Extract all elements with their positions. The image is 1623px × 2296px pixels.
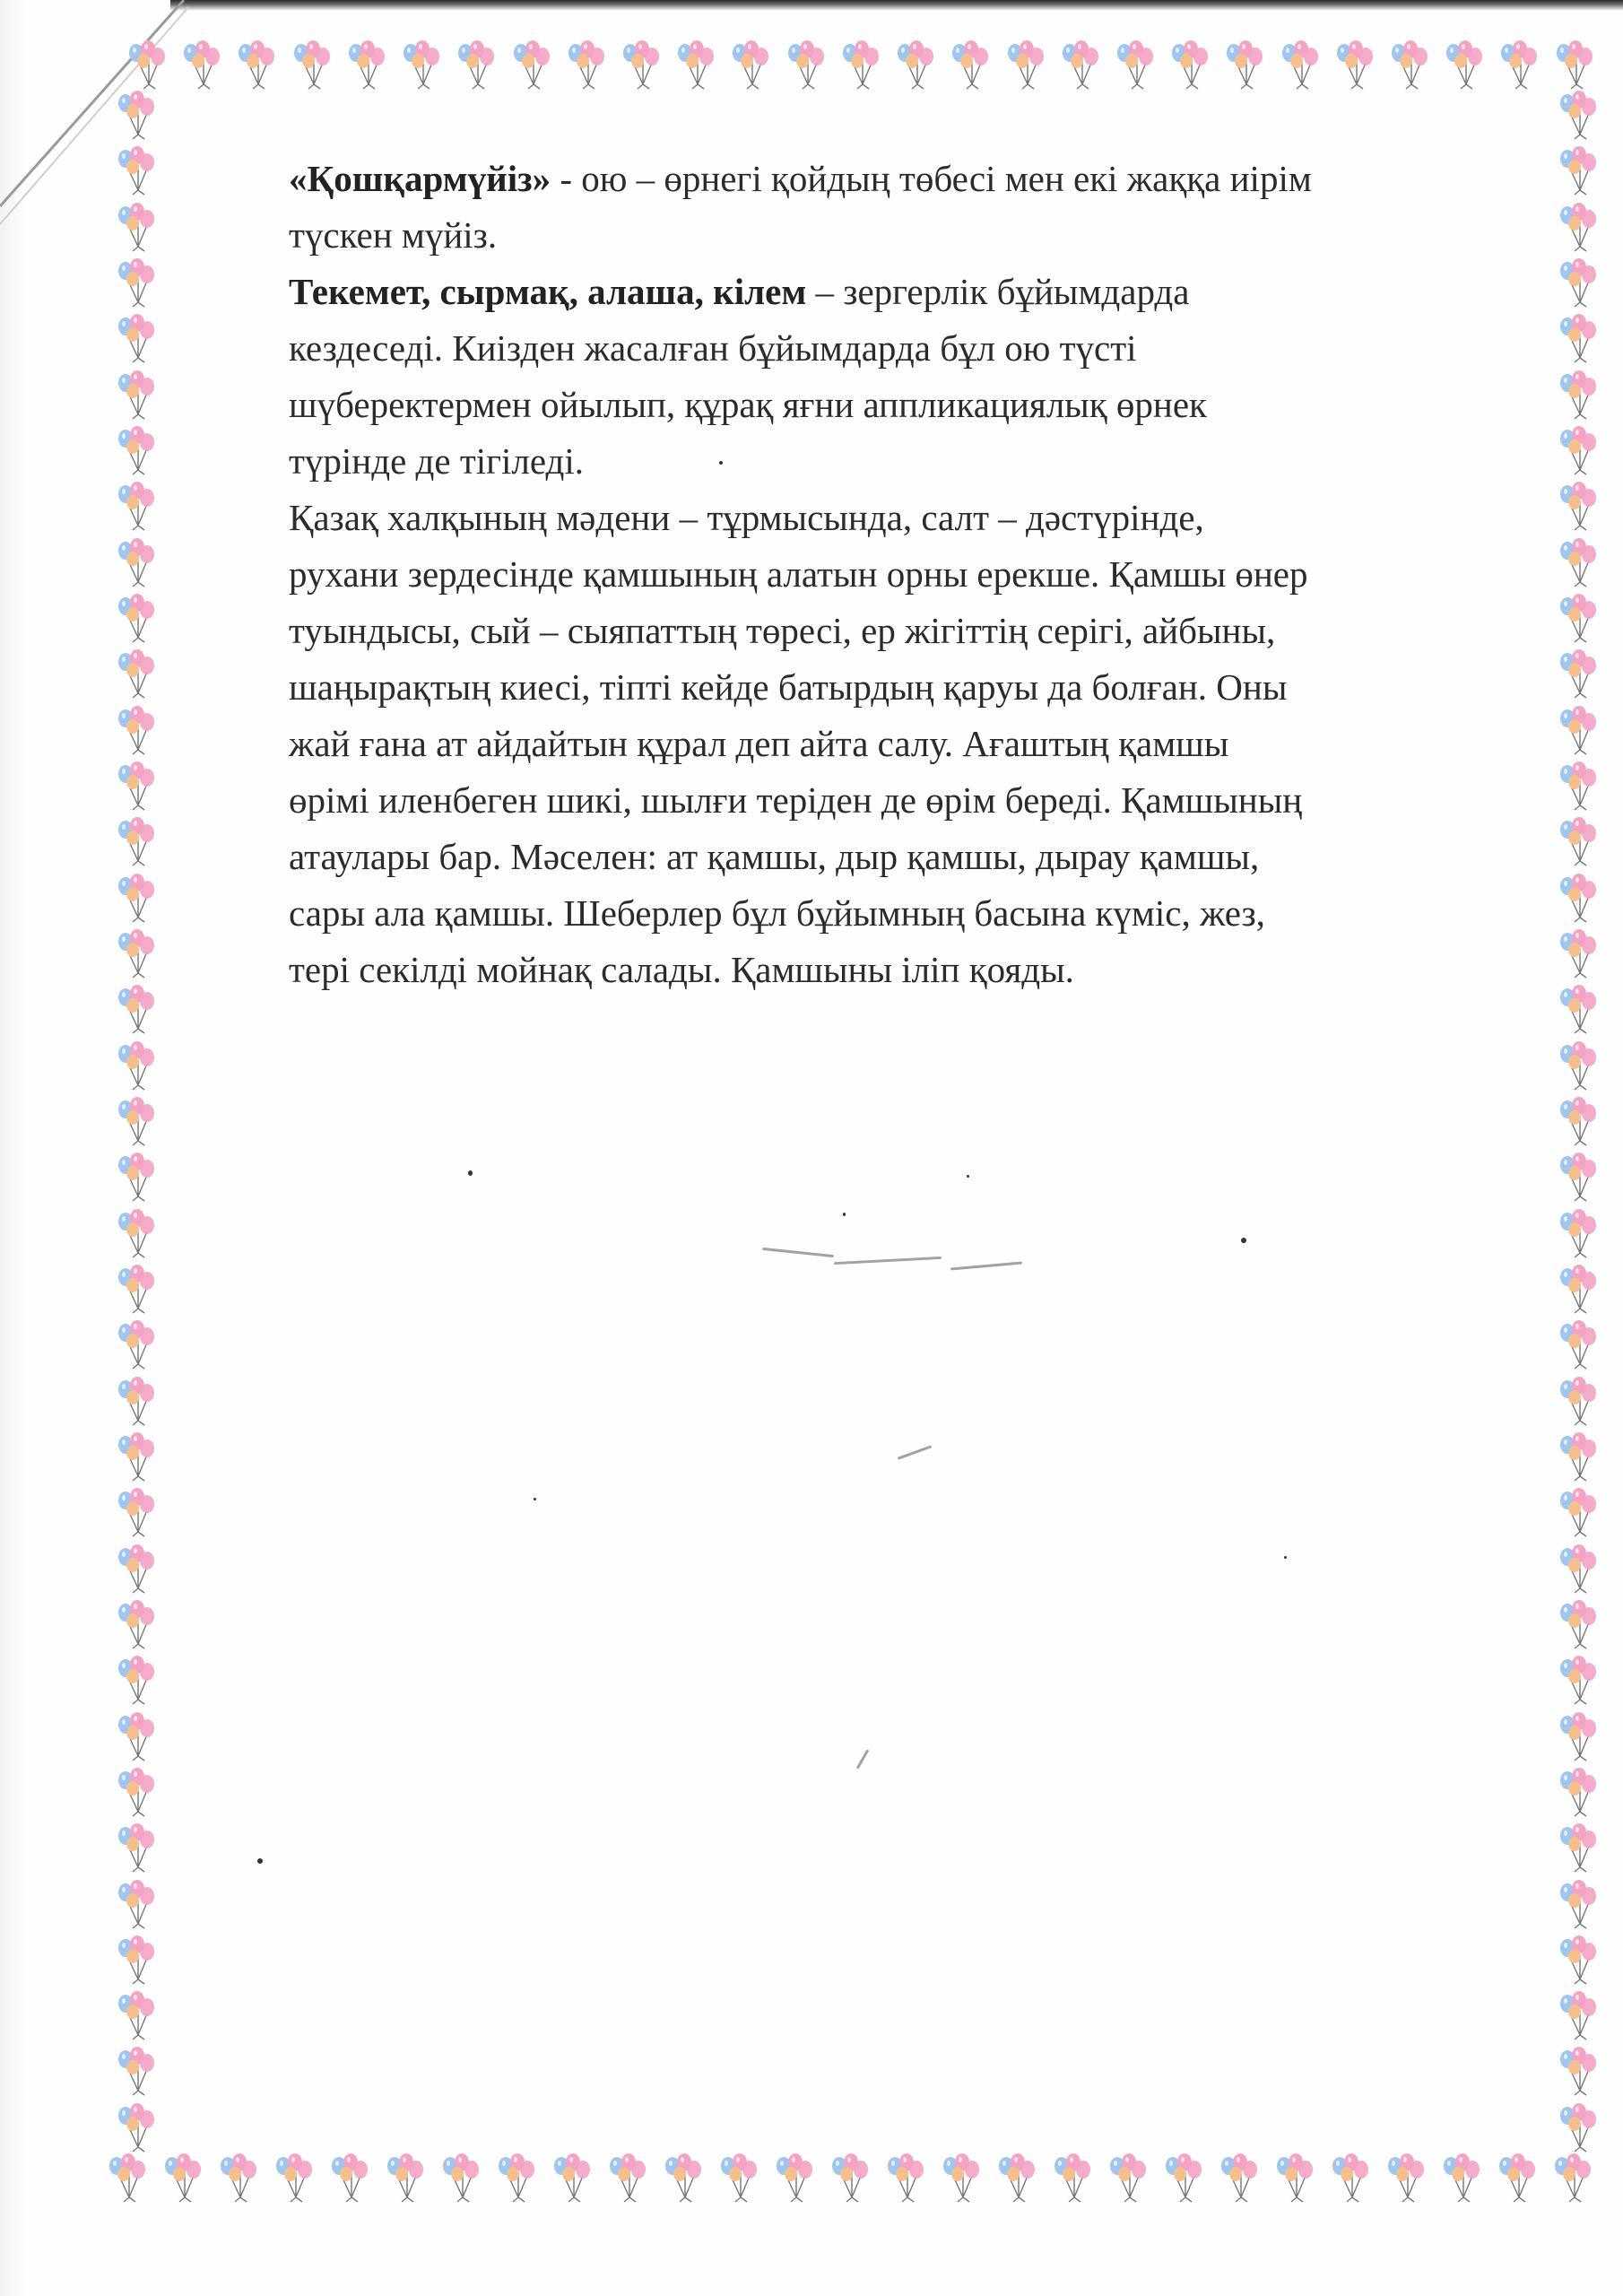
balloon-bunch-icon bbox=[115, 1040, 158, 1091]
balloon-bunch-icon bbox=[1557, 1544, 1600, 1594]
balloon-bunch-icon bbox=[839, 39, 882, 90]
balloon-bunch-icon bbox=[674, 39, 717, 90]
balloon-bunch-icon bbox=[1557, 1990, 1600, 2040]
balloon-bunch-icon bbox=[1443, 39, 1486, 90]
balloon-bunch-icon bbox=[115, 145, 158, 196]
balloon-bunch-icon bbox=[291, 39, 334, 90]
balloon-bunch-icon bbox=[1557, 1319, 1600, 1370]
balloon-bunch-icon bbox=[115, 648, 158, 699]
balloon-bunch-icon bbox=[1107, 2152, 1150, 2203]
balloon-bunch-icon bbox=[115, 1711, 158, 1761]
balloon-bunch-icon bbox=[273, 2152, 316, 2203]
balloon-bunch-icon bbox=[620, 39, 663, 90]
scan-speck bbox=[967, 1175, 969, 1178]
balloon-bunch-icon bbox=[1557, 1431, 1600, 1482]
balloon-bunch-icon bbox=[1162, 2152, 1205, 2203]
balloon-bunch-icon bbox=[1557, 481, 1600, 531]
balloon-bunch-icon bbox=[115, 1152, 158, 1202]
paragraph-text: - ою – өрнегі қойдың төбесі мен екі жаққа иірім bbox=[560, 158, 1312, 199]
balloon-bunch-icon bbox=[235, 39, 278, 90]
paragraph-line: тері секілді мойнақ салады. Қамшыны іліп қояды. bbox=[289, 949, 1074, 990]
balloon-bunch-icon bbox=[1004, 39, 1047, 90]
balloon-bunch-icon bbox=[1557, 1208, 1600, 1258]
paragraph-line: туындысы, сый – сыяпаттың төресі, ер жігіттің серігі, айбыны, bbox=[289, 610, 1276, 651]
balloon-bunch-icon bbox=[115, 1264, 158, 1314]
balloon-bunch-icon bbox=[115, 90, 158, 140]
scan-speck bbox=[719, 461, 723, 465]
balloon-bunch-icon bbox=[940, 2152, 983, 2203]
balloon-bunch-icon bbox=[1557, 2102, 1600, 2152]
balloon-bunch-icon bbox=[1553, 39, 1596, 90]
balloon-bunch-icon bbox=[510, 39, 553, 90]
balloon-border-left bbox=[115, 90, 165, 2152]
paragraph-line: түскен мүйіз. bbox=[289, 214, 498, 256]
scan-speck bbox=[257, 1858, 263, 1864]
balloon-bunch-icon bbox=[1557, 537, 1600, 587]
balloon-bunch-icon bbox=[455, 39, 498, 90]
balloon-bunch-icon bbox=[400, 39, 443, 90]
balloon-bunch-icon bbox=[115, 425, 158, 475]
paragraph-line: сары ала қамшы. Шеберлер бұл бұйымның басына күміс, жез, bbox=[289, 892, 1265, 934]
balloon-border-top bbox=[126, 39, 1596, 90]
paragraph-koshkarmuyiz bbox=[289, 151, 1535, 264]
balloon-bunch-icon bbox=[884, 2152, 927, 2203]
balloon-bunch-icon bbox=[1440, 2152, 1483, 2203]
scan-top-edge bbox=[170, 0, 1623, 11]
balloon-bunch-icon bbox=[1557, 1599, 1600, 1649]
balloon-bunch-icon bbox=[1557, 313, 1600, 363]
scan-speck bbox=[843, 1213, 846, 1216]
balloon-bunch-icon bbox=[115, 537, 158, 587]
balloon-bunch-icon bbox=[1557, 1040, 1600, 1091]
scan-corner-fold bbox=[0, 0, 197, 251]
balloon-bunch-icon bbox=[1557, 370, 1600, 420]
scan-speck bbox=[1241, 1238, 1246, 1243]
term-tekemet: Текемет, сырмақ, алаша, кілем bbox=[289, 271, 807, 312]
balloon-bunch-icon bbox=[1384, 2152, 1428, 2203]
balloon-bunch-icon bbox=[495, 2152, 538, 2203]
balloon-bunch-icon bbox=[115, 1487, 158, 1537]
balloon-bunch-icon bbox=[115, 1879, 158, 1929]
balloon-bunch-icon bbox=[1388, 39, 1431, 90]
balloon-bunch-icon bbox=[1557, 984, 1600, 1034]
balloon-bunch-icon bbox=[1273, 2152, 1316, 2203]
paragraph-line: кездеседі. Киізден жасалған бұйымдарда бұл ою түсті bbox=[289, 327, 1137, 369]
balloon-bunch-icon bbox=[1557, 648, 1600, 699]
balloon-bunch-icon bbox=[115, 1544, 158, 1594]
balloon-bunch-icon bbox=[115, 2102, 158, 2152]
balloon-bunch-icon bbox=[1557, 202, 1600, 252]
balloon-bunch-icon bbox=[115, 1376, 158, 1426]
paragraph-line: рухани зердесінде қамшының алатын орны ерекше. Қамшы өнер bbox=[289, 553, 1308, 595]
balloon-bunch-icon bbox=[1557, 145, 1600, 196]
balloon-bunch-icon bbox=[1557, 1879, 1600, 1929]
balloon-bunch-icon bbox=[829, 2152, 872, 2203]
scan-speck bbox=[534, 1498, 536, 1500]
scan-smudge bbox=[950, 1262, 1022, 1271]
balloon-bunch-icon bbox=[773, 2152, 816, 2203]
paragraph-line: атаулары бар. Мәселен: ат қамшы, дыр қамшы, дырау қамшы, bbox=[289, 836, 1260, 877]
paragraph-text: – зергерлік бұйымдарда bbox=[815, 271, 1190, 312]
balloon-bunch-icon bbox=[115, 481, 158, 531]
paragraph-line: Қазақ халқының мәдени – тұрмысында, салт – дәстүрінде, bbox=[289, 497, 1204, 538]
balloon-bunch-icon bbox=[606, 2152, 649, 2203]
balloon-bunch-icon bbox=[180, 39, 223, 90]
balloon-bunch-icon bbox=[1557, 1152, 1600, 1202]
balloon-bunch-icon bbox=[217, 2152, 260, 2203]
balloon-bunch-icon bbox=[115, 705, 158, 755]
balloon-bunch-icon bbox=[328, 2152, 371, 2203]
paragraph-tekemet bbox=[289, 264, 1535, 490]
balloon-border-right bbox=[1557, 90, 1607, 2152]
balloon-bunch-icon bbox=[384, 2152, 427, 2203]
balloon-bunch-icon bbox=[115, 313, 158, 363]
scan-smudge bbox=[898, 1445, 933, 1460]
balloon-bunch-icon bbox=[717, 2152, 760, 2203]
scan-smudge bbox=[762, 1248, 834, 1257]
paragraph-line: шаңырақтың киесі, тіпті кейде батырдың қаруы да болған. Оны bbox=[289, 666, 1288, 708]
balloon-bunch-icon bbox=[1496, 2152, 1539, 2203]
balloon-bunch-icon bbox=[1218, 2152, 1261, 2203]
balloon-bunch-icon bbox=[115, 2046, 158, 2096]
term-koshkarmuyiz: «Қошқармүйіз» bbox=[289, 158, 551, 199]
balloon-bunch-icon bbox=[1557, 1711, 1600, 1761]
paragraph-line: өрімі иленбеген шикі, шылғи теріден де өрім береді. Қамшының bbox=[289, 779, 1303, 821]
balloon-bunch-icon bbox=[1557, 1655, 1600, 1705]
balloon-bunch-icon bbox=[115, 1822, 158, 1873]
balloon-bunch-icon bbox=[115, 1431, 158, 1482]
scan-speck bbox=[1284, 1556, 1287, 1559]
scan-edge-shadow bbox=[0, 0, 27, 2296]
balloon-bunch-icon bbox=[345, 39, 388, 90]
balloon-bunch-icon bbox=[115, 1655, 158, 1705]
balloon-bunch-icon bbox=[115, 761, 158, 811]
balloon-bunch-icon bbox=[115, 816, 158, 866]
balloon-bunch-icon bbox=[1557, 1264, 1600, 1314]
balloon-bunch-icon bbox=[1557, 761, 1600, 811]
balloon-bunch-icon bbox=[115, 1767, 158, 1817]
scan-smudge bbox=[856, 1749, 870, 1769]
scan-speck bbox=[468, 1170, 473, 1176]
balloon-bunch-icon bbox=[551, 2152, 594, 2203]
balloon-bunch-icon bbox=[1329, 2152, 1372, 2203]
balloon-bunch-icon bbox=[995, 2152, 1038, 2203]
balloon-bunch-icon bbox=[1051, 2152, 1094, 2203]
balloon-bunch-icon bbox=[115, 1599, 158, 1649]
balloon-bunch-icon bbox=[1557, 873, 1600, 923]
balloon-bunch-icon bbox=[1557, 1487, 1600, 1537]
balloon-bunch-icon bbox=[1551, 2152, 1594, 2203]
balloon-bunch-icon bbox=[785, 39, 828, 90]
balloon-bunch-icon bbox=[1557, 2046, 1600, 2096]
balloon-bunch-icon bbox=[662, 2152, 705, 2203]
balloon-bunch-icon bbox=[1557, 1376, 1600, 1426]
balloon-bunch-icon bbox=[1168, 39, 1211, 90]
balloon-bunch-icon bbox=[115, 1990, 158, 2040]
balloon-bunch-icon bbox=[115, 202, 158, 252]
paragraph-line bbox=[289, 151, 1535, 207]
document-text bbox=[289, 151, 1535, 998]
balloon-bunch-icon bbox=[949, 39, 992, 90]
balloon-bunch-icon bbox=[729, 39, 772, 90]
balloon-bunch-icon bbox=[894, 39, 937, 90]
balloon-bunch-icon bbox=[1223, 39, 1266, 90]
balloon-bunch-icon bbox=[1557, 593, 1600, 643]
balloon-bunch-icon bbox=[1114, 39, 1157, 90]
balloon-bunch-icon bbox=[1557, 257, 1600, 308]
balloon-bunch-icon bbox=[1557, 928, 1600, 978]
balloon-bunch-icon bbox=[1059, 39, 1102, 90]
paragraph-kamshy bbox=[289, 490, 1535, 998]
balloon-bunch-icon bbox=[1557, 1096, 1600, 1146]
balloon-bunch-icon bbox=[115, 370, 158, 420]
balloon-bunch-icon bbox=[565, 39, 608, 90]
balloon-bunch-icon bbox=[126, 39, 169, 90]
balloon-bunch-icon bbox=[161, 2152, 204, 2203]
balloon-border-bottom bbox=[106, 2152, 1594, 2203]
balloon-bunch-icon bbox=[1557, 90, 1600, 140]
balloon-bunch-icon bbox=[115, 1208, 158, 1258]
paragraph-line: шүберектермен ойылып, құрақ яғни аппликациялық өрнек bbox=[289, 384, 1207, 425]
balloon-bunch-icon bbox=[439, 2152, 482, 2203]
balloon-bunch-icon bbox=[115, 928, 158, 978]
paragraph-line: жай ғана ат айдайтын құрал деп айта салу. Ағаштың қамшы bbox=[289, 723, 1229, 764]
balloon-bunch-icon bbox=[1557, 1822, 1600, 1873]
balloon-bunch-icon bbox=[115, 593, 158, 643]
balloon-bunch-icon bbox=[1557, 705, 1600, 755]
balloon-bunch-icon bbox=[1497, 39, 1541, 90]
balloon-bunch-icon bbox=[1557, 816, 1600, 866]
paragraph-line: түрінде де тігіледі. bbox=[289, 440, 585, 482]
balloon-bunch-icon bbox=[115, 1319, 158, 1370]
balloon-bunch-icon bbox=[1557, 1935, 1600, 1985]
balloon-bunch-icon bbox=[1557, 1767, 1600, 1817]
balloon-bunch-icon bbox=[115, 873, 158, 923]
balloon-bunch-icon bbox=[1279, 39, 1322, 90]
balloon-bunch-icon bbox=[115, 257, 158, 308]
balloon-bunch-icon bbox=[106, 2152, 149, 2203]
balloon-bunch-icon bbox=[1333, 39, 1376, 90]
balloon-bunch-icon bbox=[1557, 425, 1600, 475]
balloon-bunch-icon bbox=[115, 984, 158, 1034]
balloon-bunch-icon bbox=[115, 1935, 158, 1985]
paragraph-line bbox=[289, 264, 1535, 320]
balloon-bunch-icon bbox=[115, 1096, 158, 1146]
scan-smudge bbox=[834, 1257, 942, 1265]
